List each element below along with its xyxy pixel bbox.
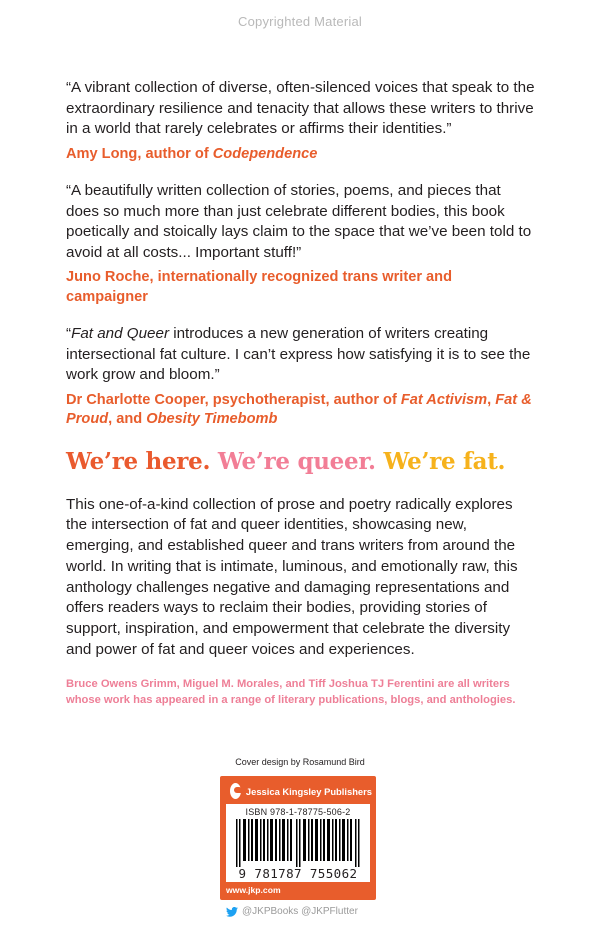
publisher-barcode-panel <box>220 776 376 900</box>
attribution-work-title: Obesity Timebomb <box>146 411 278 427</box>
back-cover-content <box>66 78 536 719</box>
twitter-icon <box>226 907 238 917</box>
review-quote-1 <box>66 78 536 164</box>
quote-text: “A beautifully written collection of stories, poems, and pieces that does so much more than just celebrate different bodies, this book poetically and stoically lays claim to the space that we’ve been told to avoid at all costs... Important stuff!” <box>66 182 532 261</box>
copyright-watermark: Copyrighted Material <box>238 14 362 29</box>
tagline-part-3: We’re fat. <box>383 447 506 475</box>
book-description: This one-of-a-kind collection of prose and poetry radically explores the intersection of fat and queer identities, showcasing new, emerging, and established queer and trans writers from around the world. In writing that is intimate, luminous, and emotionally raw, this anthology challenges negative and damaging representations and offers readers ways to reclaim their bodies, providing stories of support, inspiration, and empowerment that celebrate the diversity and power of fat and queer voices and experiences. <box>66 495 518 659</box>
publisher-website: www.jkp.com <box>226 885 281 895</box>
barcode-area <box>226 804 370 882</box>
review-quote-3 <box>66 324 536 430</box>
quote-attribution <box>66 391 536 430</box>
tagline-part-2: We’re queer. <box>217 447 376 475</box>
cover-design-credit: Cover design by Rosamund Bird <box>235 757 365 767</box>
editors-bio: Bruce Owens Grimm, Miguel M. Morales, and Tiff Joshua TJ Ferentini are all writers whose work has appeared in a range of literary publications, blogs, and anthologies. <box>66 678 516 707</box>
publisher-logo-icon <box>230 783 241 799</box>
book-title: Fat and Queer <box>71 325 169 342</box>
attribution-text: Dr Charlotte Cooper, psychotherapist, author of <box>66 391 401 408</box>
publisher-bar <box>224 780 372 802</box>
attribution-separator: , and <box>108 411 147 427</box>
quote-attribution <box>66 145 536 165</box>
tagline-part-1: We’re here. <box>66 447 211 475</box>
social-handles-text: @JKPBooks @JKPFlutter <box>242 906 358 917</box>
barcode-icon <box>236 819 360 867</box>
quote-attribution: Juno Roche, internationally recognized trans writer and campaigner <box>66 269 452 305</box>
attribution-work-title: Fat Activism <box>400 391 488 408</box>
social-handles <box>226 906 358 917</box>
publisher-name: Jessica Kingsley Publishers <box>245 785 372 797</box>
attribution-text: Amy Long, author of <box>66 145 213 162</box>
tagline <box>66 448 536 475</box>
attribution-work-title: Fat & Proud <box>66 391 532 427</box>
quote-text: “A vibrant collection of diverse, often-silenced voices that speak to the extraordinary resilience and tenacity that allows these writers to thrive in a world that rarely celebrates or affirms their identities.” <box>66 79 535 137</box>
ean-digits: 9 781787 755062 <box>238 866 358 881</box>
isbn-number: ISBN 978-1-78775-506-2 <box>245 807 351 817</box>
quote-text-rest: introduces a new generation of writers creating intersectional fat culture. I can’t express how satisfying it is to see the work grow and bloom.” <box>66 325 531 383</box>
attribution-separator: , <box>487 391 496 408</box>
attribution-work-title: Codependence <box>212 145 318 162</box>
quote-text: “Fat and Queer introduces a new generation of writers creating intersectional fat culture. I can’t express how satisfying it is to see the work grow and bloom.” <box>66 325 531 383</box>
review-quote-2 <box>66 181 536 307</box>
